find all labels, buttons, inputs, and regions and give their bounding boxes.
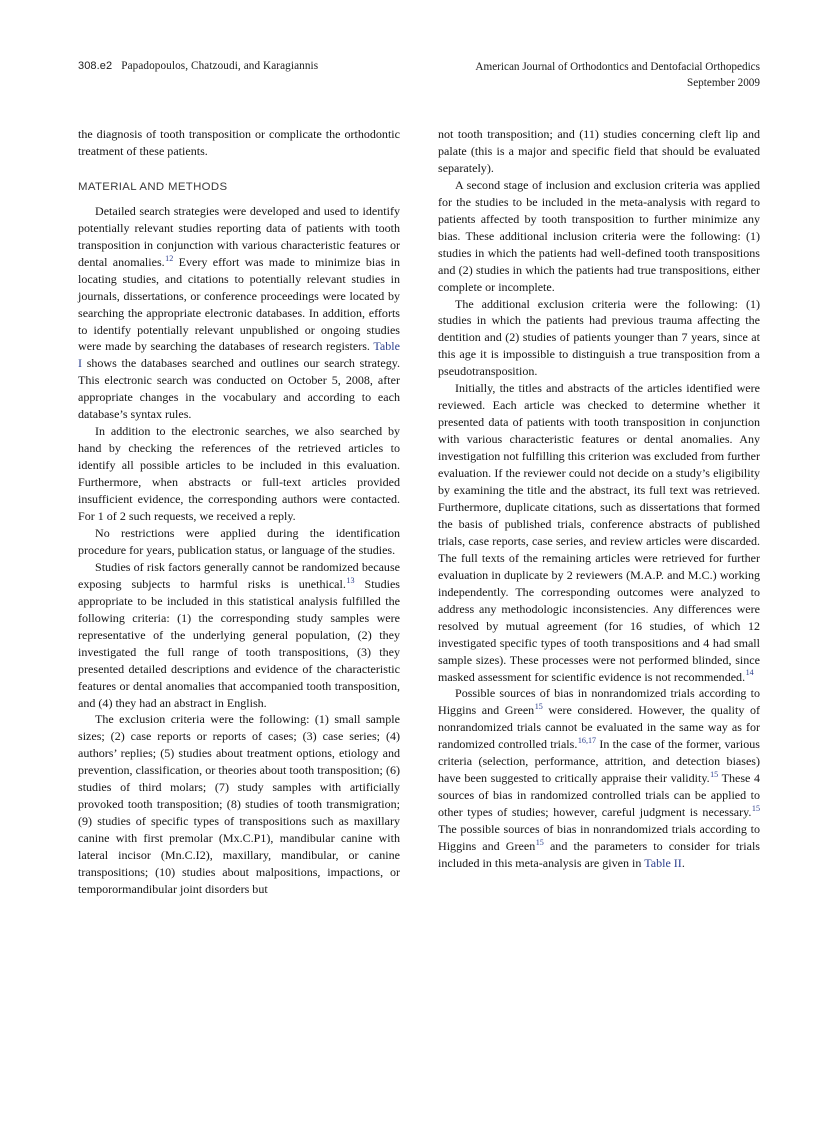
left-column-paragraphs bbox=[78, 203, 400, 898]
body-paragraph: Possible sources of bias in nonrandomized trials according to Higgins and Green$^{15}$ were considered. However, the quality of nonrandomized trials cannot be evaluated in the same way as for randomized controlled trials.$^{16,17}$ In the case of the former, various criteria (selection, performance, attrition, and detection biases) have been suggested to critically appraise their validity.$^{15}$ These 4 sources of bias in randomized controlled trials can be applied to other types of studies; however, careful judgment is necessary.$^{15}$ The possible sources of bias in nonrandomized trials according to Higgins and Green$^{15}$ and the parameters to consider for trials included in this meta-analysis are given in Table II. bbox=[438, 686, 761, 870]
body-paragraph: The additional exclusion criteria were the following: (1) studies in which the patients had previous trauma affecting the dentition and (2) studies of patients younger than 7 years, since at this age it is impossible to distinguish a true transposition from a pseudotransposition. bbox=[438, 296, 760, 379]
table-cross-reference-link[interactable]: Table II bbox=[644, 855, 682, 870]
running-head bbox=[78, 60, 760, 102]
reference-superscript[interactable]: 15 bbox=[535, 838, 544, 848]
right-column-paragraphs bbox=[438, 126, 760, 872]
reference-superscript[interactable]: 15 bbox=[751, 804, 760, 814]
spacer bbox=[78, 160, 400, 179]
reference-superscript[interactable]: 16,17 bbox=[577, 736, 597, 746]
paragraph-continued: the diagnosis of tooth transposition or complicate the orthodontic treatment of these patients. bbox=[78, 127, 400, 158]
running-head-authors: Papadopoulos, Chatzoudi, and Karagiannis bbox=[121, 60, 319, 72]
running-head-left bbox=[78, 60, 318, 72]
table-cross-reference-link[interactable]: Table I bbox=[78, 339, 400, 371]
page-folio: 308.e2 bbox=[78, 60, 113, 72]
body-paragraph: In addition to the electronic searches, we also searched by hand by checking the references of the retrieved articles to identify all possible articles to be included in this evaluation. Furthermore, when abstracts or full-text articles provided insufficient evidence, the corresponding authors were contacted. For 1 of 2 such requests, we received a reply. bbox=[78, 424, 400, 524]
body-paragraph: A second stage of inclusion and exclusion criteria was applied for the studies to be included in the meta-analysis with regard to patients affected by tooth transposition to further minimize any bias. These additional inclusion criteria were the following: (1) studies in which the patients had well-defined tooth transpositions and (2) studies in which the patients had true transpositions, either complete or incomplete. bbox=[438, 177, 760, 294]
journal-title: American Journal of Orthodontics and Dentofacial Orthopedics bbox=[475, 61, 760, 73]
reference-superscript[interactable]: 12 bbox=[165, 253, 174, 263]
running-head-right bbox=[475, 60, 760, 91]
reference-superscript[interactable]: 15 bbox=[710, 770, 719, 780]
body-paragraph: Initially, the titles and abstracts of the articles identified were reviewed. Each article was checked to determine whether it presented data of patients with tooth transposition in conjunction with various characteristic features or dental anomalies. Any investigation not fulfilling this criterion was excluded from further evaluation. If the reviewer could not decide on a study’s eligibility by examining the title and the abstract, its full text was retrieved. Furthermore, duplicate citations, such as dissertations that formed the basis of published trials, conference abstracts of published trials, case reports, case series, and review articles were discarded. The full texts of the remaining articles were retrieved for further evaluation in duplicate by 2 reviewers (M.A.P. and M.C.) working independently. The corresponding outcomes were analyzed to address any methodologic inconsistencies. Any differences were resolved by mutual agreement (for 16 studies, of which 12 investigated specific types of tooth transpositions and 4 had small sample sizes). These processes were not performed blinded, since masked assessment for scientific evidence is not recommended.$^{14}$ bbox=[438, 381, 760, 684]
reference-superscript[interactable]: 14 bbox=[745, 668, 754, 678]
reference-superscript[interactable]: 15 bbox=[534, 702, 543, 712]
left-column bbox=[78, 126, 400, 1056]
body-paragraph: Detailed search strategies were developed and used to identify potentially relevant studies reporting data of patients with tooth transposition in conjunction with various characteristic features or dental anomalies.$^{12}$ Every effort was made to minimize bias in locating studies, and citations to potentially relevant studies in journals, dissertations, or conference proceedings were located by searching the appropriate electronic databases. In addition, efforts to identify potentially relevant unpublished or ongoing studies were made by searching the databases of research registers. Table I shows the databases searched and outlines our search strategy. This electronic search was conducted on October 5, 2008, after appropriate changes in the vocabulary and according to each database’s syntax rules. bbox=[78, 203, 400, 422]
body-paragraph: not tooth transposition; and (11) studies concerning cleft lip and palate (this is a major and specific field that should be evaluated separately). bbox=[438, 127, 760, 175]
body-paragraph: The exclusion criteria were the following: (1) small sample sizes; (2) case reports or reports of cases; (3) case series; (4) authors’ replies; (5) studies about treatment options, etiology and prevention, classification, or theories about tooth transposition; (6) studies of third molars; (7) study samples with artificially provoked tooth transposition; (8) studies of tooth transmigration; (9) studies of specific types of transpositions such as maxillary canine with first premolar (Mx.C.P1), mandibular canine with lateral incisor (Mn.C.I2), maxillary, mandibular, or canine transpositions; (10) studies about malpositions, impactions, or temporormandibular joint disorders but bbox=[78, 712, 400, 896]
section-heading-material-and-methods: MATERIAL AND METHODS bbox=[78, 180, 228, 193]
body-columns bbox=[78, 126, 760, 1056]
spacer bbox=[78, 196, 400, 203]
right-column bbox=[438, 126, 760, 1056]
body-paragraph: Studies of risk factors generally cannot be randomized because exposing subjects to harmful risks is unethical.$^{13}$ Studies appropriate to be included in this statistical analysis fulfilled the following criteria: (1) the corresponding study samples were representative of the underlying general population, (2) they investigated the full range of tooth transpositions, (3) they presented detailed descriptions and evidence of the characteristic features or dental anomalies that accompanied tooth transposition, and (4) they had an abstract in English. bbox=[78, 559, 400, 710]
issue-date: September 2009 bbox=[686, 76, 760, 89]
reference-superscript[interactable]: 13 bbox=[346, 575, 355, 585]
body-paragraph: No restrictions were applied during the identification procedure for years, publication status, or language of the studies. bbox=[78, 525, 400, 557]
